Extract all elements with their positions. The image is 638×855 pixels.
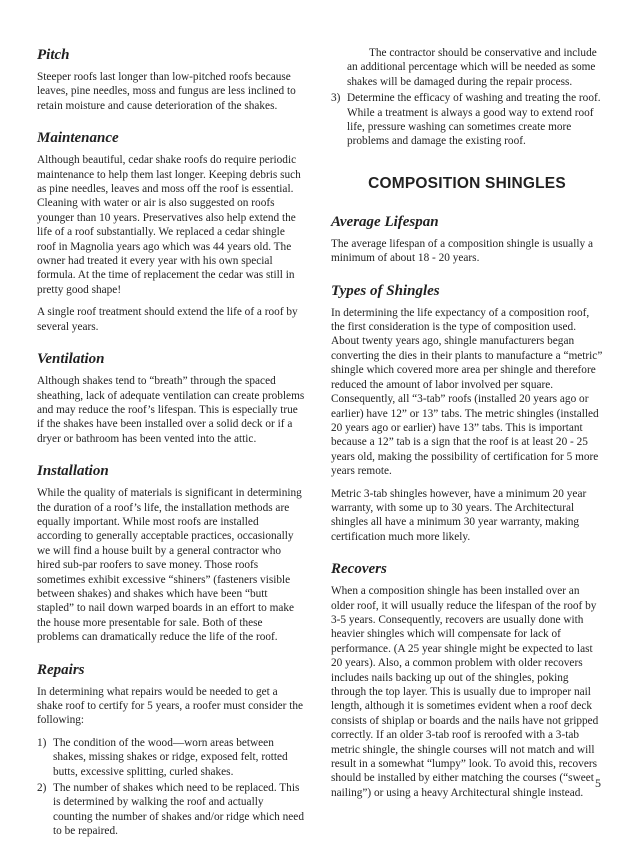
types-paragraph-1: In determining the life expectancy of a composition roof, the first consideration is the type of composition used. About twenty years ago, shingle manufacturers began converting the dies in their plants to manufacture a “metric” shingle which covered more area per shingle and therefore reduced the amount of labor involved per square. Consequently, all “3-tab” roofs (installed 20 years ago or earlier) have 12” or 13” tabs. The metric shingles (installed 20 years ago or earlier) have 13” tabs. This is important because a 12” tab is a sign that the roof is at least 20 - 25 years old, making the possibility of certification for 5 more years remote. [331, 306, 603, 478]
maintenance-paragraph-2: A single roof treatment should extend the life of a roof by several years. [37, 306, 298, 333]
maintenance-heading: Maintenance [37, 130, 119, 147]
right-column [331, 46, 603, 816]
list-text: The number of shakes which need to be replaced. This is determined by walking the roof and actually counting the number of shakes and/or ridge which need to be repaired. [53, 782, 304, 838]
list-text: Determine the efficacy of washing and treating the roof. While a treatment is always a good way to extend roof life, pressure washing can sometimes create more problems and damage the existing roof. [347, 92, 601, 148]
ventilation-paragraph: Although shakes tend to “breath” through the spaced sheathing, lack of adequate ventilation can create problems and may reduce the roof’s lifespan. This is especially true if the shakes have been installed over a solid deck or if a dryer or bathroom has been vented into the attic. [37, 375, 305, 445]
maintenance-paragraph-1: Although beautiful, cedar shake roofs do require periodic maintenance to help them last longer. Keeping debris such as pine needles, leaves and moss off the roof is essential. Cleaning with water or air is also suggested on roofs younger than 10 years. Preservatives also help extend the life of a roof substantially. We replaced a cedar shingle roof in Magnolia years ago which was 44 years old. The owner had treated it every year with his own special formula. At the time of replacement the cedar was still in pretty good shape! [37, 154, 301, 296]
repairs-section [37, 661, 305, 839]
lifespan-paragraph: The average lifespan of a composition shingle is usually a minimum of about 18 - 20 years. [331, 237, 593, 265]
lifespan-heading: Average Lifespan [331, 213, 439, 230]
pitch-heading: Pitch [37, 47, 70, 63]
repairs-list [37, 736, 305, 839]
types-heading: Types of Shingles [331, 282, 440, 299]
repairs-continued-paragraph: The contractor should be conservative and include an additional percentage which will be needed as some shakes will be damaged during the repair process. [347, 47, 597, 88]
recovers-heading: Recovers [331, 561, 387, 578]
repairs-heading: Repairs [37, 661, 85, 678]
list-number: 1) [37, 736, 47, 749]
lifespan-section [331, 213, 603, 266]
list-item [37, 781, 305, 839]
recovers-paragraph: When a composition shingle has been installed over an older roof, it will usually reduce the lifespan of the roof by 3-5 years. Consequently, recovers are usually done with heavier shingles which will compensate for lack of performance. (A 25 year shingle might be expected to last 20 years). Also, a common problem with older recovers includes nails backing up out of the shingles, poking through the top layer. This is usually due to improper nail length, although it is sometimes evident when a roof deck consists of shiplap or boards and the nails have not gripped correctly. If an older 3-tab roof is reroofed with a 3-tab metric shingle, the shingle courses will not match and will result in a somewhat “lumpy” look. To avoid this, recovers should be installed by either matching the courses (“sweet nailing”) or using a heavy Architectural shingle instead. [331, 585, 599, 799]
recovers-section [331, 560, 603, 800]
pitch-paragraph: Steeper roofs last longer than low-pitched roofs because leaves, pine needles, moss and fungus are less inclined to retain moisture and cause deterioration of the shakes. [37, 71, 296, 112]
repairs-list-continued [331, 91, 603, 149]
page-number: 5 [595, 776, 601, 790]
repairs-paragraph: In determining what repairs would be needed to get a shake roof to certify for 5 years, a roofer must consider the following: [37, 685, 304, 727]
installation-section [37, 462, 305, 644]
list-number: 2) [37, 782, 47, 795]
left-column [37, 46, 305, 855]
list-item [331, 91, 603, 149]
list-item [37, 736, 305, 779]
pitch-section [37, 46, 305, 113]
ventilation-heading: Ventilation [37, 351, 105, 368]
ventilation-section [37, 350, 305, 446]
maintenance-section [37, 129, 305, 334]
installation-paragraph: While the quality of materials is significant in determining the duration of a roof’s life, the installation methods are equally important. While most roofs are installed according to generally acceptable practices, occasionally we will find a house built by a general contractor who hired sub-par roofers to save money. Those roofs sometimes exhibit excessive “shiners” (fasteners visible between shakes) and shakes which have been “butt stapled” to nail down warped boards in an effort to make the house more presentable for sale. Both of these problems can dramatically reduce the life of the roof. [37, 487, 302, 644]
list-number: 3) [331, 92, 341, 105]
section-title: COMPOSITION SHINGLES [368, 174, 566, 192]
types-paragraph-2: Metric 3-tab shingles however, have a minimum 20 year warranty, with some up to 30 years. The Architectural shingles all have a minimum 30 year warranty, making certification much more likely. [331, 487, 587, 543]
types-section [331, 282, 603, 545]
list-text: The condition of the wood—worn areas between shakes, missing shakes or ridge, exposed felt, rotted butts, excessive splitting, curled shakes. [53, 736, 288, 778]
installation-heading: Installation [37, 463, 109, 480]
